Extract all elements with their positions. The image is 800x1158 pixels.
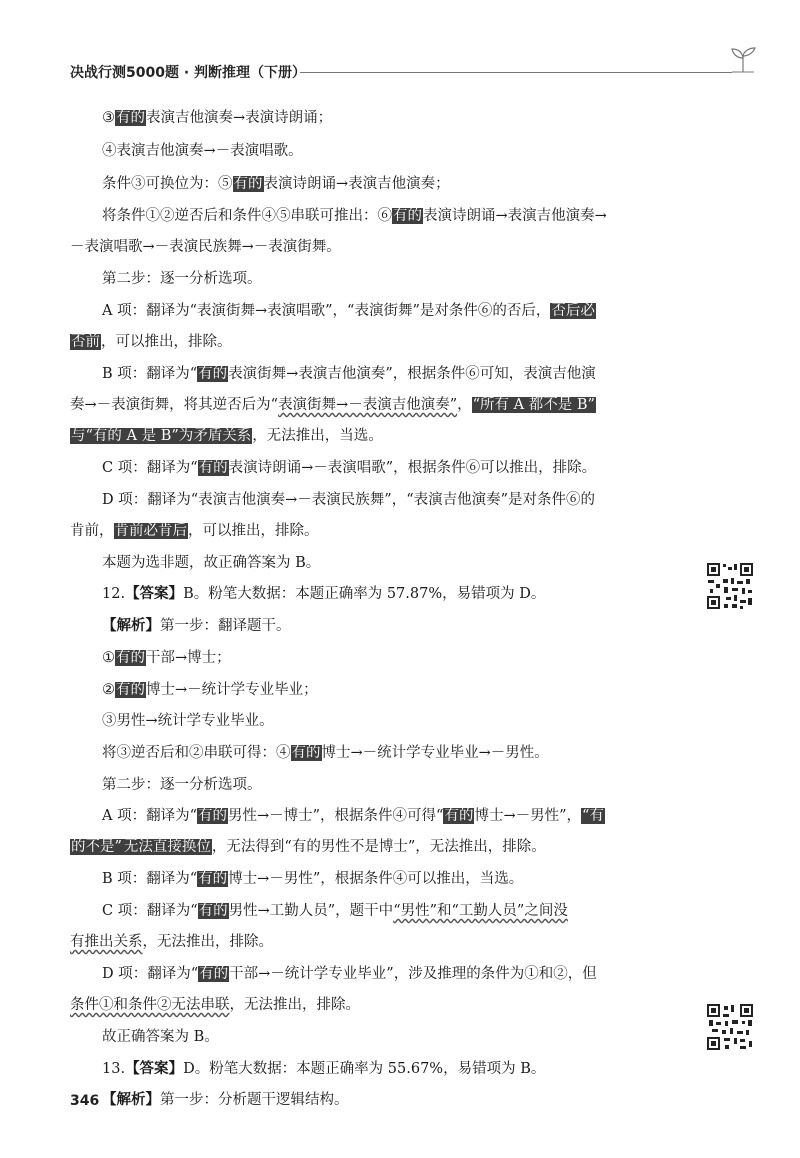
highlight: 有的 (444, 808, 474, 824)
highlight: 有的 (116, 110, 145, 126)
text-line: 本题为选非题，故正确答案为 B。 (102, 555, 321, 571)
text-line: 【解析】第一步：翻译题干。 (102, 617, 291, 634)
answer-label: 【答案】 (125, 1060, 184, 1077)
text-line: 的不是” 无法直接换位，无法得到“有的男性不是博士”，无法推出，排除。 (71, 839, 546, 855)
highlight: 无法直接换位 (123, 839, 211, 855)
highlight: 有的 (198, 871, 228, 887)
highlight: 有的 (198, 460, 228, 476)
highlight: 与“有的 A 是 B”为矛盾关系 (71, 428, 252, 444)
text-line: B 项：翻译为“有的博士→－男性”，根据条件④可以推出，当选。 (102, 871, 524, 887)
text-line: ①有的干部→博士； (102, 650, 231, 666)
text-line: ③男性→统计学专业毕业。 (102, 713, 274, 729)
qr-code-icon (706, 1003, 754, 1051)
header-rule (300, 72, 732, 73)
wavy-underline: “男性”和“工勤人员”之间没 (393, 903, 568, 919)
text-line: －表演唱歌→－表演民族舞→－表演街舞。 (70, 239, 341, 255)
wavy-underline: 条件①和条件②无法串联 (70, 997, 230, 1013)
text-line: 故正确答案为 B。 (102, 1029, 219, 1045)
highlight: 有的 (393, 208, 422, 224)
text-line: 13.【答案】D。粉笔大数据：本题正确率为 55.67%，易错项为 B。 (102, 1060, 546, 1077)
wavy-underline: 表演街舞→－表演吉他演奏” (278, 397, 458, 413)
text-line: 否前，可以推出，排除。 (71, 334, 232, 350)
wavy-underline: 有推出关系 (70, 934, 143, 950)
text-line: D 项：翻译为“有的干部→－统计学专业毕业”，涉及推理的条件为①和②，但 (102, 966, 597, 982)
text-line: 有推出关系，无法推出，排除。 (70, 934, 273, 950)
text-line: 奏→－表演街舞，将其逆否后为“表演街舞→－表演吉他演奏”，“所有 A 都不是 B” (70, 397, 595, 413)
text-line: 12.【答案】B。粉笔大数据：本题正确率为 57.87%，易错项为 D。 (102, 585, 546, 602)
text-line: 条件③可换位为：⑤有的表演诗朗诵→表演吉他演奏； (102, 176, 450, 192)
text-line: 条件①和条件②无法串联，无法推出，排除。 (70, 997, 360, 1013)
highlight: 否后必 (551, 303, 595, 319)
highlight: 有的 (233, 176, 263, 192)
text-line: 将③逆否后和②串联可得：④有的博士→－统计学专业毕业→－男性。 (102, 745, 549, 761)
highlight: 有的 (116, 650, 145, 666)
running-header: 决战行测5000题 · 判断推理（下册） (70, 65, 307, 81)
answer-label: 【答案】 (125, 585, 184, 602)
text-line: C 项：翻译为“有的男性→工勤人员”，题干中“男性”和“工勤人员”之间没 (102, 903, 568, 919)
text-line: ③有的表演吉他演奏→表演诗朗诵； (102, 110, 333, 126)
text-line: B 项：翻译为“有的表演街舞→表演吉他演奏”，根据条件⑥可知，表演吉他演 (102, 366, 596, 382)
text-line: 与“有的 A 是 B”为矛盾关系，无法推出，当选。 (71, 428, 383, 444)
highlight: 有的 (198, 366, 228, 382)
highlight: 的不是” (71, 839, 122, 855)
text-line: ④表演吉他演奏→－表演唱歌。 (102, 143, 303, 159)
highlight: “所有 A 都不是 B” (472, 397, 595, 413)
page-number: 346 (70, 1093, 100, 1109)
highlight: 有的 (198, 808, 227, 824)
text-line: ②有的博士→－统计学专业毕业； (102, 682, 318, 698)
text-line: D 项：翻译为“表演吉他演奏→－表演民族舞”，“表演吉他演奏”是对条件⑥的 (102, 492, 596, 508)
highlight: 有的 (291, 745, 321, 761)
highlight: 有的 (116, 682, 145, 698)
text-line: 第二步：逐一分析选项。 (102, 777, 262, 793)
highlight: 有的 (199, 966, 229, 982)
highlight: 肯前必肯后 (114, 523, 187, 539)
qr-code-icon (706, 562, 754, 610)
sprout-icon (728, 44, 758, 76)
text-line: A 项：翻译为“表演街舞→表演唱歌”，“表演街舞”是对条件⑥的否后，否后必 (102, 303, 595, 319)
highlight: 有的 (198, 903, 228, 919)
text-line: 第二步：逐一分析选项。 (102, 271, 262, 287)
text-line: 肯前，肯前必肯后，可以推出，排除。 (70, 523, 319, 539)
text-line: C 项：翻译为“有的表演诗朗诵→－表演唱歌”，根据条件⑥可以推出，排除。 (102, 460, 597, 476)
highlight: 否前 (71, 334, 100, 350)
analysis-label: 【解析】 (102, 1091, 160, 1108)
text-line: A 项：翻译为“有的男性→－博士”，根据条件④可得“有的博士→－男性”，“有 (102, 808, 604, 824)
highlight: “有 (582, 808, 604, 824)
analysis-label: 【解析】 (102, 617, 160, 634)
text-line: 将条件①②逆否后和条件④⑤串联可推出：⑥有的表演诗朗诵→表演吉他演奏→ (102, 208, 607, 224)
text-line: 【解析】第一步：分析题干逻辑结构。 (102, 1091, 349, 1108)
